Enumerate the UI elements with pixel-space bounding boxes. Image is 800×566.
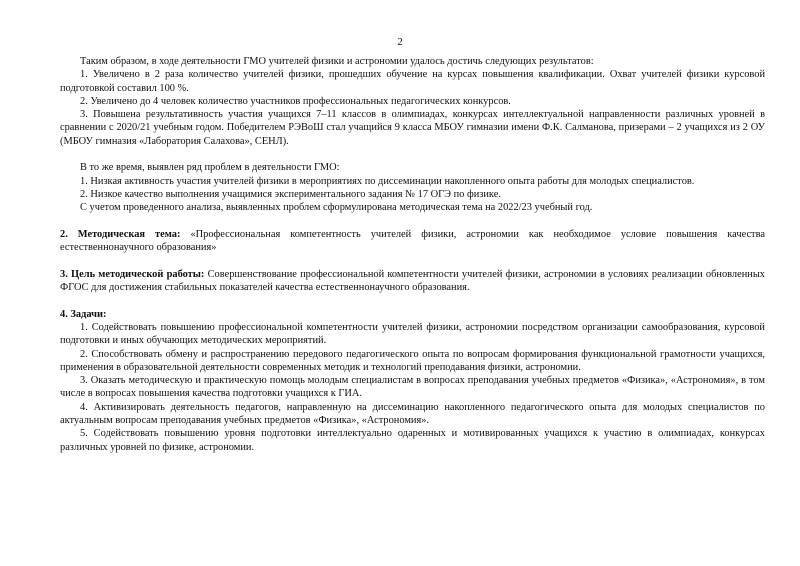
result-item-2: 2. Увеличено до 4 человек количество участников профессиональных педагогических конкурсов. [80,95,511,107]
methodical-theme-text: «Профессиональная компетентность учителей физики, астрономии как необходимое условие повышения качества естественнонаучного образования» [60,228,765,254]
methodical-theme [60,228,765,255]
work-goal-text: Совершенствование профессиональной компетентности учителей физики, астрономии в условиях реализации обновленных ФГОС для достижения стабильных показателей качества естественнонаучного образования. [60,268,766,294]
problem-item-1: 1. Низкая активность участия учителей физики в мероприятиях по диссеминации накопленного опыта работы для молодых специалистов. [80,175,695,187]
work-goal-label: 3. Цель методической работы: [60,268,205,280]
spacer [60,148,765,161]
intro-paragraph: Таким образом, в ходе деятельности ГМО учителей физики и астрономии удалось достичь следующих результатов: [80,56,594,67]
result-item-3: 3. Повышена результативность участия учащихся 7–11 классов в олимпиадах, конкурсах интеллектуальной направленности различных уровней в сравнении с 2020/21 учебным годом. Победителем РЭВоШ стал учащийся 9 класса МБОУ гимназии имени Ф.К. Салманова, призерами – 2 учащихся из 2 ОУ (МБОУ гимназия «Лаборатория Салахова», СЕНЛ). [60,109,765,147]
spacer [60,215,765,228]
work-goal [60,268,765,295]
spacer [60,254,765,267]
task-item-2: 2. Способствовать обмену и распространению передового педагогического опыта по вопросам формирования функциональной грамотности учащихся, применения в образовательной деятельности современных методик и технологий преподавания физики, астрономии. [60,348,765,373]
tasks-label: 4. Задачи: [60,308,107,320]
spacer [60,294,765,307]
page-number: 2 [397,36,403,48]
conclusion-paragraph: С учетом проведенного анализа, выявленных проблем сформулирована методическая тема на 2022/23 учебный год. [80,202,593,214]
tasks-heading [60,308,765,321]
problem-item-2: 2. Низкое качество выполнения учащимися экспериментального задания № 17 ОГЭ по физике. [80,188,501,200]
task-item-1: 1. Содействовать повышению профессиональной компетентности учителей физики, астрономии посредством организации самообразования, курсовой подготовки и иных обучающих методических мероприятий. [60,321,765,347]
document-body [60,55,765,454]
methodical-theme-label: 2. Методическая тема: [60,228,181,240]
task-item-3: 3. Оказать методическую и практическую помощь молодым специалистам в вопросах преподавания учебных предметов «Физика», «Астрономия», в том числе в вопросах повышения качества подготовки учащихся к ГИА. [60,375,765,400]
problems-intro: В то же время, выявлен ряд проблем в деятельности ГМО: [80,162,340,174]
task-item-5: 5. Содействовать повышению уровня подготовки интеллектуально одаренных и мотивированных учащихся к участию в олимпиадах, конкурсах различных уровней по физике, астрономии. [60,428,765,453]
task-item-4: 4. Активизировать деятельность педагогов, направленную на диссеминацию накопленного педагогического опыта для молодых специалистов по актуальным вопросам преподавания учебных предметов «Физика», «Астрономия». [60,401,765,427]
result-item-1: 1. Увеличено в 2 раза количество учителей физики, прошедших обучение на курсах повышения квалификации. Охват учителей физики курсовой подготовкой составил 100 %. [60,69,765,94]
